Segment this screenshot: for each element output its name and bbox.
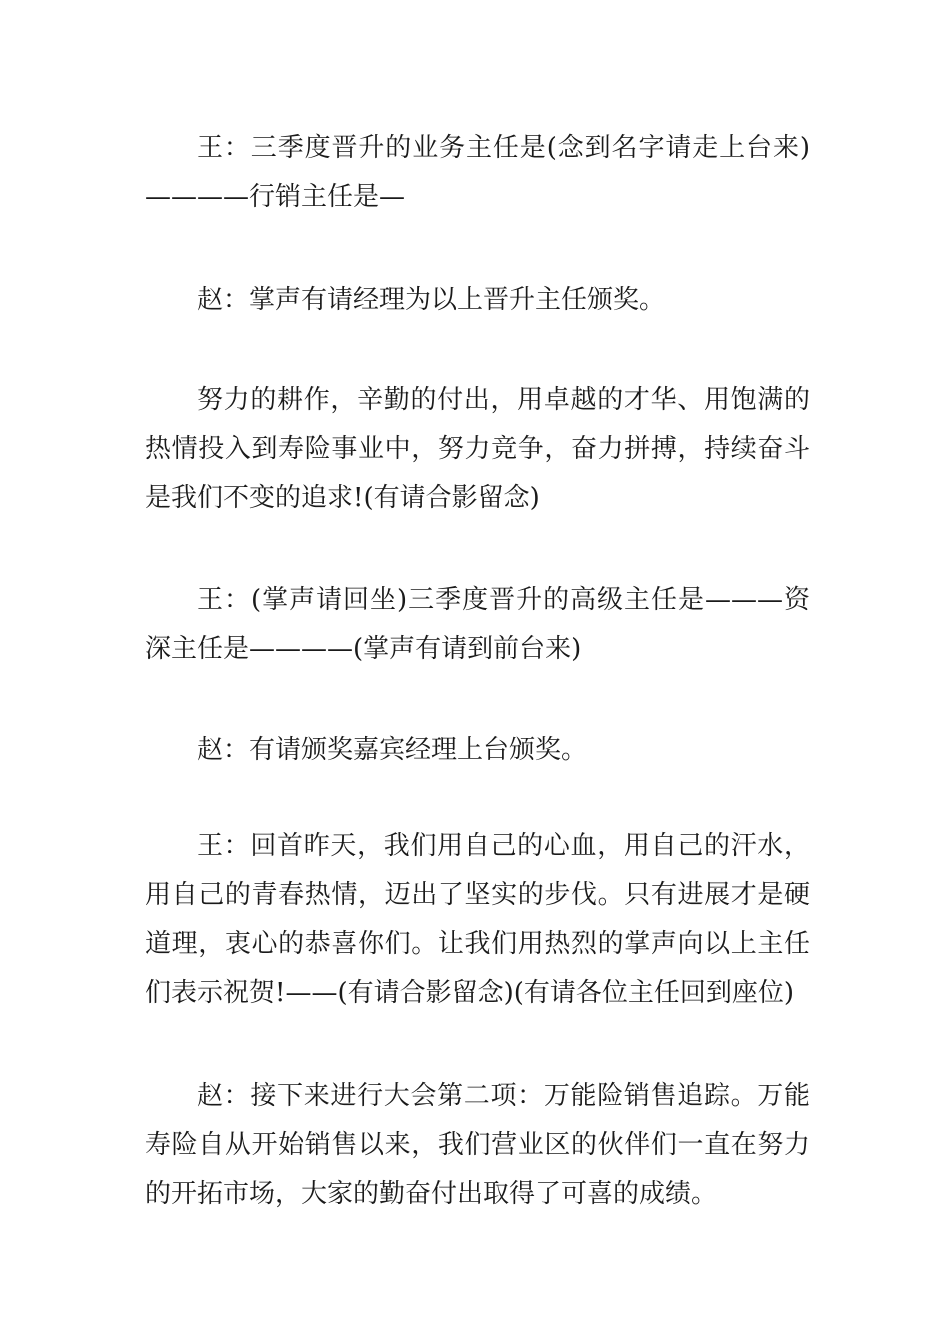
paragraph-wang-senior-promotion: 王：(掌声请回坐)三季度晋升的高级主任是———资深主任是————(掌声有请到前台来) bbox=[145, 585, 810, 664]
paragraph-zhao-guest-award: 赵：有请颁奖嘉宾经理上台颁奖。 bbox=[197, 735, 588, 765]
paragraph-wang-promotion-announcement: 王：三季度晋升的业务主任是(念到名字请走上台来)————行销主任是— bbox=[145, 133, 810, 212]
paragraph-zhao-second-item: 赵：接下来进行大会第二项：万能险销售追踪。万能寿险自从开始销售以来，我们营业区的伙伴们一直在努力的开拓市场，大家的勤奋付出取得了可喜的成绩。 bbox=[145, 1081, 810, 1209]
paragraph-zhao-award-invitation: 赵：掌声有请经理为以上晋升主任颁奖。 bbox=[197, 285, 666, 315]
paragraph-encouragement: 努力的耕作，辛勤的付出，用卓越的才华、用饱满的热情投入到寿险事业中，努力竞争，奋力拼搏，持续奋斗是我们不变的追求!(有请合影留念) bbox=[145, 385, 810, 513]
paragraph-wang-congratulations: 王：回首昨天，我们用自己的心血，用自己的汗水，用自己的青春热情，迈出了坚实的步伐。只有进展才是硬道理，衷心的恭喜你们。让我们用热烈的掌声向以上主任们表示祝贺!——(有请合影留念)(有请各位主任回到座位) bbox=[145, 831, 810, 1008]
